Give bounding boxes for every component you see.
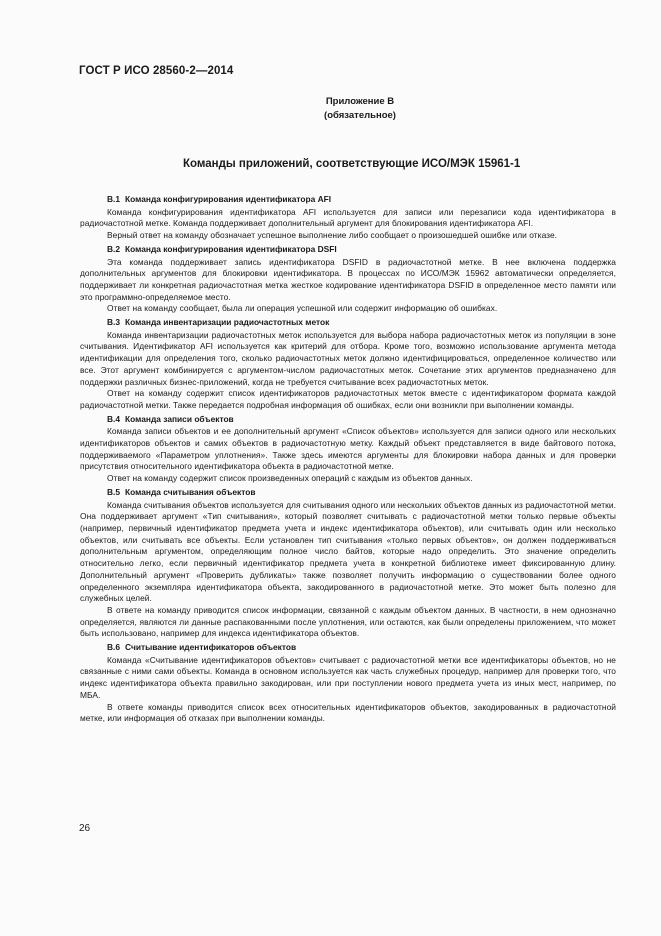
section-paragraph: Команда инвентаризации радиочастотных меток используется для выбора набора радиочастотных меток из популяции в зоне считывания. Идентификатор AFI используется как критерий для отбора. Кроме того, возможно использование аргумента метода идентификации для определения того, сколько радиочастотных меток должно идентифицироваться, определенное количество или все. Этот аргумент комбинируется с аргументом-числом радиочастотных меток. Сочетание этих аргументов предназначено для поддержки различных бизнес-приложений, когда не требуется считывание всех радиочастотных меток. <box>80 329 616 387</box>
section-title: Команда конфигурирования идентификатора DSFI <box>125 243 337 254</box>
section-paragraph: Команда конфигурирования идентификатора AFI используется для записи или перезаписи кода идентификатора в радиочастотной метке. Команда поддерживает дополнительный аргумент для блокирования идентификатора AFI. <box>80 206 616 229</box>
section-title: Команда считывания объектов <box>125 486 256 497</box>
section-paragraph: Команда записи объектов и ее дополнительный аргумент «Список объектов» используется для записи одного или нескольких идентификаторов объектов и самих объектов в радиочастотную метку. Каждый объект представляется в виде байтового потока, поддерживаемого «Параметром уплотнения». Также здесь имеются аргументы для блокировки набора данных и для проверки присутствия относительного идентификатора объекта в радиочастотной метке. <box>80 426 616 472</box>
appendix-label: Приложение В <box>325 96 395 107</box>
section-paragraph: Эта команда поддерживает запись идентификатора DSFID в радиочастотной метке. В нее включена поддержка дополнительных аргументов для блокировки идентификатора. В процессах по ИСО/МЭК 15962 автоматически определяется, поддерживает ли конкретная радиочастотная метка жесткое кодирование идентификатора DSFID в определенное место памяти или это программно-определяемое место. <box>80 256 616 302</box>
document-header: ГОСТ Р ИСО 28560-2—2014 <box>79 65 234 77</box>
section-number: B.2 <box>107 243 121 254</box>
page-number: 26 <box>79 823 91 834</box>
section-heading <box>80 414 616 426</box>
appendix-status: (обязательное) <box>324 110 396 121</box>
section-heading <box>80 194 616 206</box>
document-body <box>80 192 616 725</box>
section-number: B.4 <box>107 413 121 424</box>
appendix-title: Команды приложений, соответствующие ИСО/МЭК 15961-1 <box>183 158 521 170</box>
section-title: Команда инвентаризации радиочастотных меток <box>125 317 330 328</box>
section-title: Команда конфигурирования идентификатора AFI <box>125 194 332 204</box>
section-number: B.1 <box>107 194 121 204</box>
section-paragraph: Верный ответ на команду обозначает успешное выполнение либо сообщает о произошедшей ошибке или отказе. <box>107 230 558 241</box>
section-number: B.6 <box>107 642 121 653</box>
section-heading <box>80 487 616 499</box>
section-paragraph: Команда «Считывание идентификаторов объектов» считывает с радиочастотной метки все идентификаторы объектов, но не связанные с ними сами объекты. Команда в основном используется как часть служебных процедур, например для проверки того, что индекс идентификатора объекта правильно закодирован, или при поступлении нового предмета учета из иных мест, например, по МБА. <box>80 654 616 700</box>
section-paragraph: В ответе на команду приводится список информации, связанной с каждым объектом данных. В частности, в нем однозначно определяется, являются ли данные распакованными после уплотнения, или остаются, как были определены приложением, что может быть использовано, например для индекса идентификатора объектов. <box>80 604 616 639</box>
section-heading <box>80 317 616 329</box>
section-paragraph: Команда считывания объектов используется для считывания одного или нескольких объектов данных из радиочастотной метки. Она поддерживает аргумент «Тип считывания», который позволяет считывать с радиочастотной метки только первые объекты (например, первичный идентификатор предмета учета и индекс идентификатора объектов), или считывать один или несколько объектов, или считывать все объекты. Если установлен тип считывания «только первых объектов», он должен поддерживаться дополнительным аргументом, определяющим полное число байтов, которые надо определить. Это значение определить относительно легко, если первичный идентификатор предмета учета в конкретной библиотеке имеет фиксированную длину. Дополнительный аргумент «Проверить дубликаты» также позволяет получить информацию о существовании более одного определенного экземпляра идентификатора объекта, закодированного в радиочастотной метке. Это может быть полезно для служебных целей. <box>80 499 616 604</box>
section-heading <box>80 244 616 256</box>
section-title: Команда записи объектов <box>125 413 234 424</box>
section-number: B.5 <box>107 486 121 497</box>
section-heading <box>80 642 616 654</box>
section-paragraph: Ответ на команду содержит список произведенных операций с каждым из объектов данных. <box>107 473 473 484</box>
section-number: B.3 <box>107 317 121 328</box>
section-paragraph: Ответ на команду сообщает, была ли операция успешной или содержит информацию об ошибках. <box>107 303 498 314</box>
section-paragraph: В ответе команды приводится список всех относительных идентификаторов объектов, закодированных в радиочастотной метке, или информация об отказах при выполнении команды. <box>80 701 616 724</box>
section-title: Считывание идентификаторов объектов <box>125 642 297 653</box>
section-paragraph: Ответ на команду содержит список идентификаторов радиочастотных меток вместе с идентификатором формата каждой радиочастотной метки. Также передается подробная информация об ошибках, если они возникли при выполнении команды. <box>80 388 616 410</box>
